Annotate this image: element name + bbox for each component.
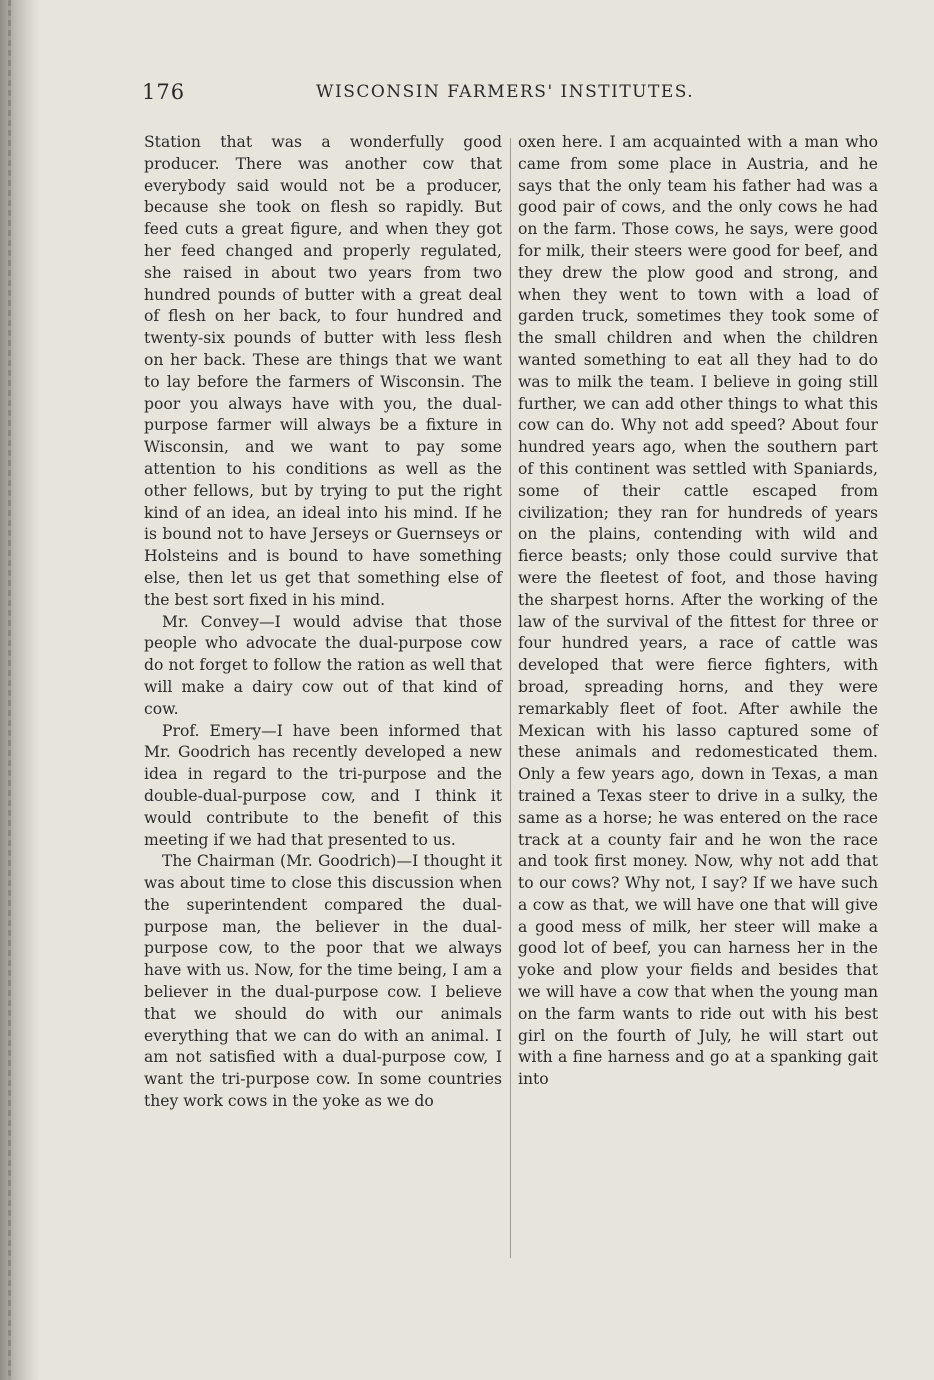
left-column <box>144 132 502 1113</box>
page-number: 176 <box>142 80 186 104</box>
paragraph: Mr. Convey—I would advise that those people who advocate the dual-purpose cow do not forget to follow the ration as well that will make a dairy cow out of that kind of cow. <box>144 612 502 718</box>
paragraph: The Chairman (Mr. Goodrich)—I thought it was about time to close this discussion when the superintendent compared the dual-purpose man, the believer in the dual-purpose cow, to the poor that we always have with us. Now, for the time being, I am a believer in the dual-purpose cow. I believe that we should do with our animals everything that we can do with an animal. I am not satisfied with a dual-purpose cow, I want the tri-purpose cow. In some countries they work cows in the yoke as we do <box>144 852 502 1111</box>
column-divider <box>510 138 511 1258</box>
right-column <box>518 132 878 1091</box>
book-binding-edge <box>0 0 40 1380</box>
paragraph: Station that was a wonderfully good producer. There was another cow that everybody said would not be a producer, because she took on flesh so rapidly. But feed cuts a great figure, and when they got her feed changed and properly regulated, she raised in about two years from two hundred pounds of butter with a great deal of flesh on her back, to four hundred and twenty-six pounds of butter with less flesh on her back. These are things that we want to lay before the farmers of Wisconsin. The poor you always have with you, the dual-purpose farmer will always be a fixture in Wisconsin, and we want to pay some attention to his conditions as well as the other fellows, but by trying to put the right kind of an idea, an ideal into his mind. If he is bound not to have Jerseys or Guernseys or Holsteins and is bound to have something else, then let us get that something else of the best sort fixed in his mind. <box>144 133 502 609</box>
paragraph: oxen here. I am acquainted with a man who came from some place in Austria, and he says that the only team his father had was a good pair of cows, and the only cows he had on the farm. Those cows, he says, were good for milk, their steers were good for beef, and they drew the plow good and strong, and when they went to town with a load of garden truck, sometimes they took some of the small children and when the children wanted something to eat all they had to do was to milk the team. I believe in going still further, we can add other things to what this cow can do. Why not add speed? About four hundred years ago, when the southern part of this continent was settled with Spaniards, some of their cattle escaped from civilization; they ran for hundreds of years on the plains, contending with wild and fierce beasts; only those could survive that were the fleetest of foot, and those having the sharpest horns. After the working of the law of the survival of the fittest for three or four hundred years, a race of cattle was developed that were fierce fighters, with broad, spreading horns, and they were remarkably fleet of foot. After awhile the Mexican with his lasso captured some of these animals and redomesticated them. Only a few years ago, down in Texas, a man trained a Texas steer to drive in a sulky, the same as a horse; he was entered on the race track at a county fair and he won the race and took first money. Now, why not add that to our cows? Why not, I say? If we have such a cow as that, we will have one that will give a good mess of milk, her steer will make a good lot of beef, you can harness her in the yoke and plow your fields and besides that we will have a cow that when the young man on the farm wants to ride out with his best girl on the fourth of July, he will start out with a fine harness and go at a spanking gait into <box>518 133 878 1089</box>
paragraph: Prof. Emery—I have been informed that Mr. Goodrich has recently developed a new idea in regard to the tri-purpose and the double-dual-purpose cow, and I think it would contribute to the benefit of this meeting if we had that presented to us. <box>144 721 502 849</box>
running-title: WISCONSIN FARMERS' INSTITUTES. <box>316 82 695 102</box>
